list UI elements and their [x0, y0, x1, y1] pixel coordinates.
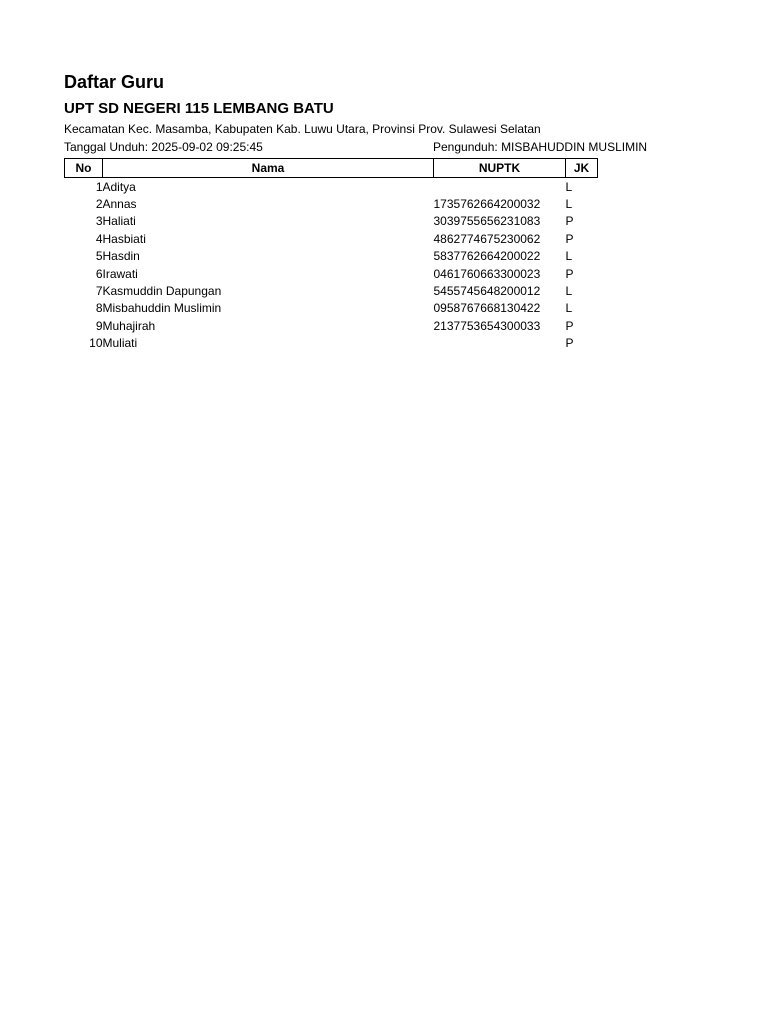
document-title: Daftar Guru	[64, 72, 165, 92]
cell-nama: Annas	[102, 197, 137, 212]
cell-nama: Hasbiati	[102, 231, 146, 246]
cell-nama: Haliati	[102, 214, 136, 229]
cell-no: 8	[95, 301, 103, 316]
cell-no: 10	[89, 336, 103, 351]
cell-nama: Misbahuddin Muslimin	[102, 301, 222, 316]
download-date: Tanggal Unduh: 2025-09-02 09:25:45	[64, 140, 263, 154]
table-row	[65, 230, 598, 247]
cell-jk: L	[565, 179, 573, 194]
cell-nuptk: 5837762664200022	[433, 249, 541, 264]
cell-nuptk	[434, 335, 566, 352]
school-name: UPT SD NEGERI 115 LEMBANG BATU	[64, 100, 334, 117]
cell-nuptk: 5455745648200012	[433, 284, 541, 299]
cell-nuptk	[434, 178, 566, 196]
table-row	[65, 300, 598, 317]
cell-nuptk: 4862774675230062	[433, 231, 541, 246]
cell-jk: L	[565, 301, 573, 316]
teacher-table	[64, 158, 598, 352]
table-body	[65, 178, 598, 352]
cell-nama: Hasdin	[102, 249, 140, 264]
cell-nuptk: 0461760663300023	[433, 266, 541, 281]
cell-jk: P	[565, 318, 574, 333]
table-row	[65, 195, 598, 212]
downloader-label: Pengunduh: MISBAHUDDIN MUSLIMIN	[433, 140, 648, 154]
cell-no: 6	[95, 266, 103, 281]
cell-nama: Aditya	[102, 179, 136, 194]
cell-nuptk: 0958767668130422	[433, 301, 541, 316]
header-nama: Nama	[103, 159, 434, 178]
cell-no: 2	[95, 197, 103, 212]
cell-jk: L	[565, 284, 573, 299]
cell-jk: P	[565, 336, 574, 351]
cell-nama: Muliati	[102, 336, 138, 351]
location-line: Kecamatan Kec. Masamba, Kabupaten Kab. Luwu Utara, Provinsi Prov. Sulawesi Selatan	[64, 122, 541, 136]
cell-nama: Irawati	[102, 266, 138, 281]
cell-nuptk: 1735762664200032	[433, 197, 541, 212]
cell-nama: Muhajirah	[102, 318, 156, 333]
table-row	[65, 178, 598, 196]
table-row	[65, 265, 598, 282]
cell-no: 7	[95, 284, 103, 299]
cell-jk: P	[565, 214, 574, 229]
cell-no: 1	[95, 179, 103, 194]
cell-no: 5	[95, 249, 103, 264]
cell-nama: Kasmuddin Dapungan	[102, 284, 222, 299]
cell-nuptk: 3039755656231083	[433, 214, 541, 229]
table-header-row	[65, 159, 598, 178]
cell-no: 9	[95, 318, 103, 333]
table-row	[65, 248, 598, 265]
header-jk: JK	[566, 159, 598, 178]
table-row	[65, 335, 598, 352]
cell-no: 3	[95, 214, 103, 229]
cell-jk: L	[565, 197, 573, 212]
table-row	[65, 317, 598, 334]
header-no: No	[65, 159, 103, 178]
cell-no: 4	[95, 231, 103, 246]
table-row	[65, 213, 598, 230]
cell-nuptk: 2137753654300033	[433, 318, 541, 333]
cell-jk: L	[565, 249, 573, 264]
cell-jk: P	[565, 231, 574, 246]
table-row	[65, 282, 598, 299]
header-nuptk: NUPTK	[434, 159, 566, 178]
cell-jk: P	[565, 266, 574, 281]
